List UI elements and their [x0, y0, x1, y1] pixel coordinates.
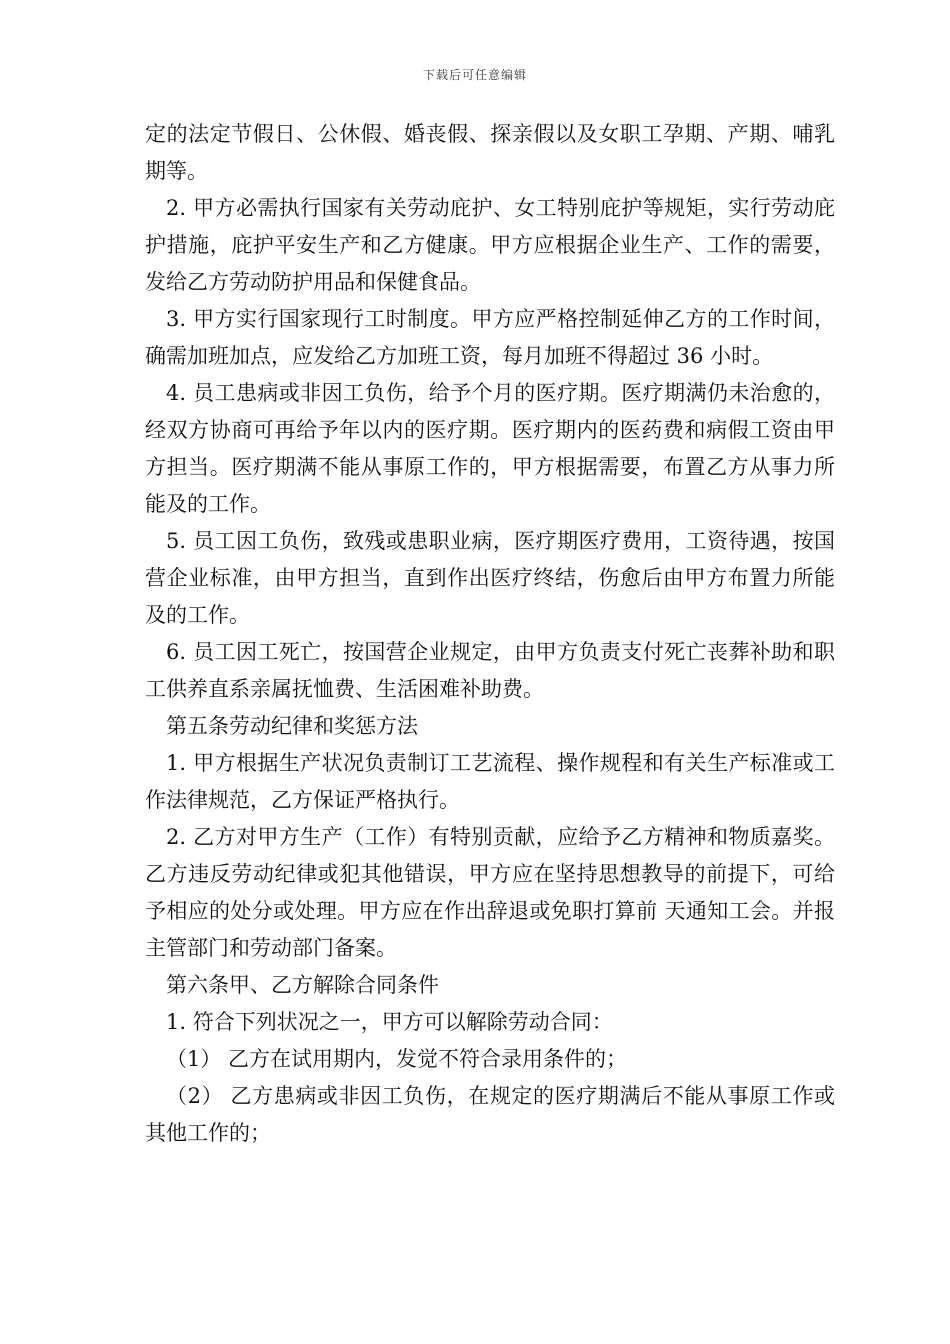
paragraph: 2. 乙方对甲方生产（工作）有特别贡献，应给予乙方精神和物质嘉奖。乙方违反劳动纪律或犯其他错误，甲方应在坚持思想教导的前提下，可给予相应的处分或处理。甲方应在作出辞退或免职打算前 天通知工会。并报主管部门和劳动部门备案。	[145, 825, 835, 960]
page-header: 下载后可任意编辑	[422, 68, 527, 82]
paragraph: 1. 甲方根据生产状况负责制订工艺流程、操作规程和有关生产标准或工作法律规范，乙方保证严格执行。	[145, 751, 835, 812]
paragraph: 6. 员工因工死亡，按国营企业规定，由甲方负责支付死亡丧葬补助和职工供养直系亲属抚恤费、生活困难补助费。	[145, 640, 835, 701]
paragraph: 1. 符合下列状况之一，甲方可以解除劳动合同：	[166, 1010, 613, 1034]
paragraph: 3. 甲方实行国家现行工时制度。甲方应严格控制延伸乙方的工作时间，确需加班加点，应发给乙方加班工资，每月加班不得超过 36 小时。	[145, 307, 835, 368]
section-heading: 第六条甲、乙方解除合同条件	[166, 973, 439, 997]
paragraph: 5. 员工因工负伤，致残或患职业病，医疗期医疗费用，工资待遇，按国营企业标准，由甲方担当，直到作出医疗终结，伤愈后由甲方布置力所能及的工作。	[145, 529, 835, 627]
list-item: （2） 乙方患病或非因工负伤，在规定的医疗期满后不能从事原工作或其他工作的；	[145, 1084, 835, 1145]
list-item: （1） 乙方在试用期内，发觉不符合录用条件的；	[166, 1047, 628, 1071]
document-body	[145, 116, 835, 1152]
paragraph: 4. 员工患病或非因工负伤，给予个月的医疗期。医疗期满仍未治愈的，经双方协商可再给予年以内的医疗期。医疗期内的医药费和病假工资由甲方担当。医疗期满不能从事原工作的，甲方根据需要，布置乙方从事力所能及的工作。	[145, 381, 835, 516]
section-heading: 第五条劳动纪律和奖惩方法	[166, 714, 418, 738]
paragraph: 2. 甲方必需执行国家有关劳动庇护、女工特别庇护等规矩，实行劳动庇护措施，庇护平安生产和乙方健康。甲方应根据企业生产、工作的需要，发给乙方劳动防护用品和保健食品。	[145, 196, 835, 294]
paragraph: 定的法定节假日、公休假、婚丧假、探亲假以及女职工孕期、产期、哺乳期等。	[145, 122, 835, 183]
